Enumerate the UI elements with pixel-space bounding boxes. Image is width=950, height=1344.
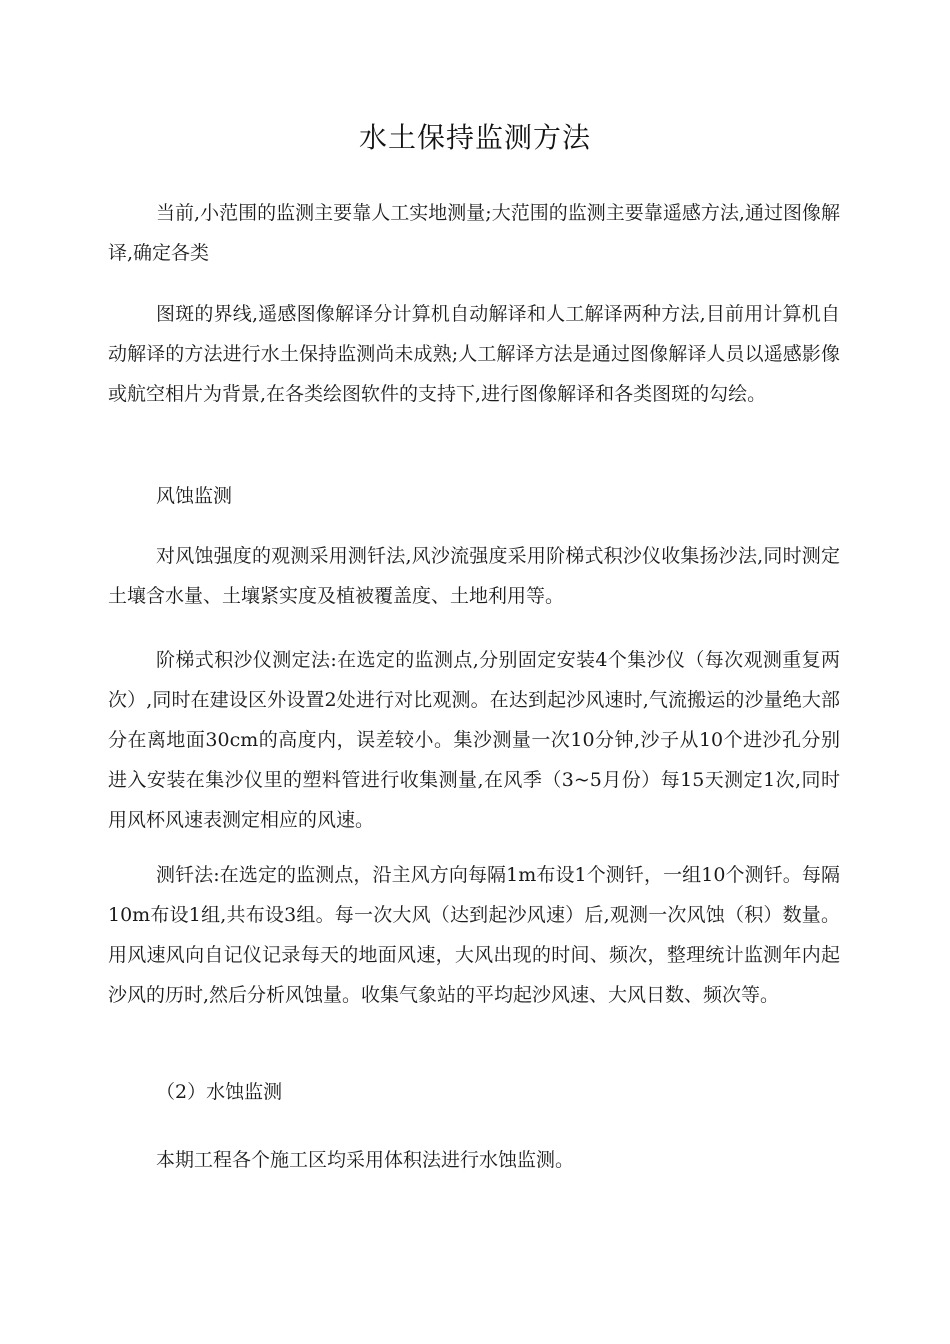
paragraph-sand-collector: 阶梯式积沙仪测定法:在选定的监测点,分别固定安装4个集沙仪（每次观测重复两次）,同时在建设区外设置2处进行对比观测。在达到起沙风速时,气流搬运的沙量绝大部分在离地面30cm的高度内，误差较小。集沙测量一次10分钟,沙子从10个进沙孔分别进入安装在集沙仪里的塑料管进行收集测量,在风季（3~5月份）每15天测定1次,同时用风杯风速表测定相应的风速。 [108, 649, 840, 831]
paragraph-intro: 当前,小范围的监测主要靠人工实地测量;大范围的监测主要靠遥感方法,通过图像解译,确定各类 [108, 202, 840, 264]
paragraph-interpretation: 图斑的界线,遥感图像解译分计算机自动解译和人工解译两种方法,目前用计算机自动解译的方法进行水土保持监测尚未成熟;人工解译方法是通过图像解译人员以遥感影像或航空相片为背景,在各类绘图软件的支持下,进行图像解译和各类图斑的勾绘。 [108, 303, 840, 405]
paragraph-wind-erosion-method: 对风蚀强度的观测采用测钎法,风沙流强度采用阶梯式积沙仪收集扬沙法,同时测定土壤含水量、土壤紧实度及植被覆盖度、土地利用等。 [108, 545, 840, 607]
paragraph-erosion-pin: 测钎法:在选定的监测点，沿主风方向每隔1m布设1个测钎，一组10个测钎。每隔10m布设1组,共布设3组。每一次大风（达到起沙风速）后,观测一次风蚀（积）数量。用风速风向自记仪记录每天的地面风速，大风出现的时间、频次，整理统计监测年内起沙风的历时,然后分析风蚀量。收集气象站的平均起沙风速、大风日数、频次等。 [108, 864, 840, 1006]
section-heading-wind-erosion: 风蚀监测 [156, 485, 233, 507]
paragraph-water-erosion-method: 本期工程各个施工区均采用体积法进行水蚀监测。 [156, 1149, 575, 1171]
document-title: 水土保持监测方法 [358, 121, 591, 154]
section-heading-water-erosion: （2）水蚀监测 [156, 1081, 283, 1103]
